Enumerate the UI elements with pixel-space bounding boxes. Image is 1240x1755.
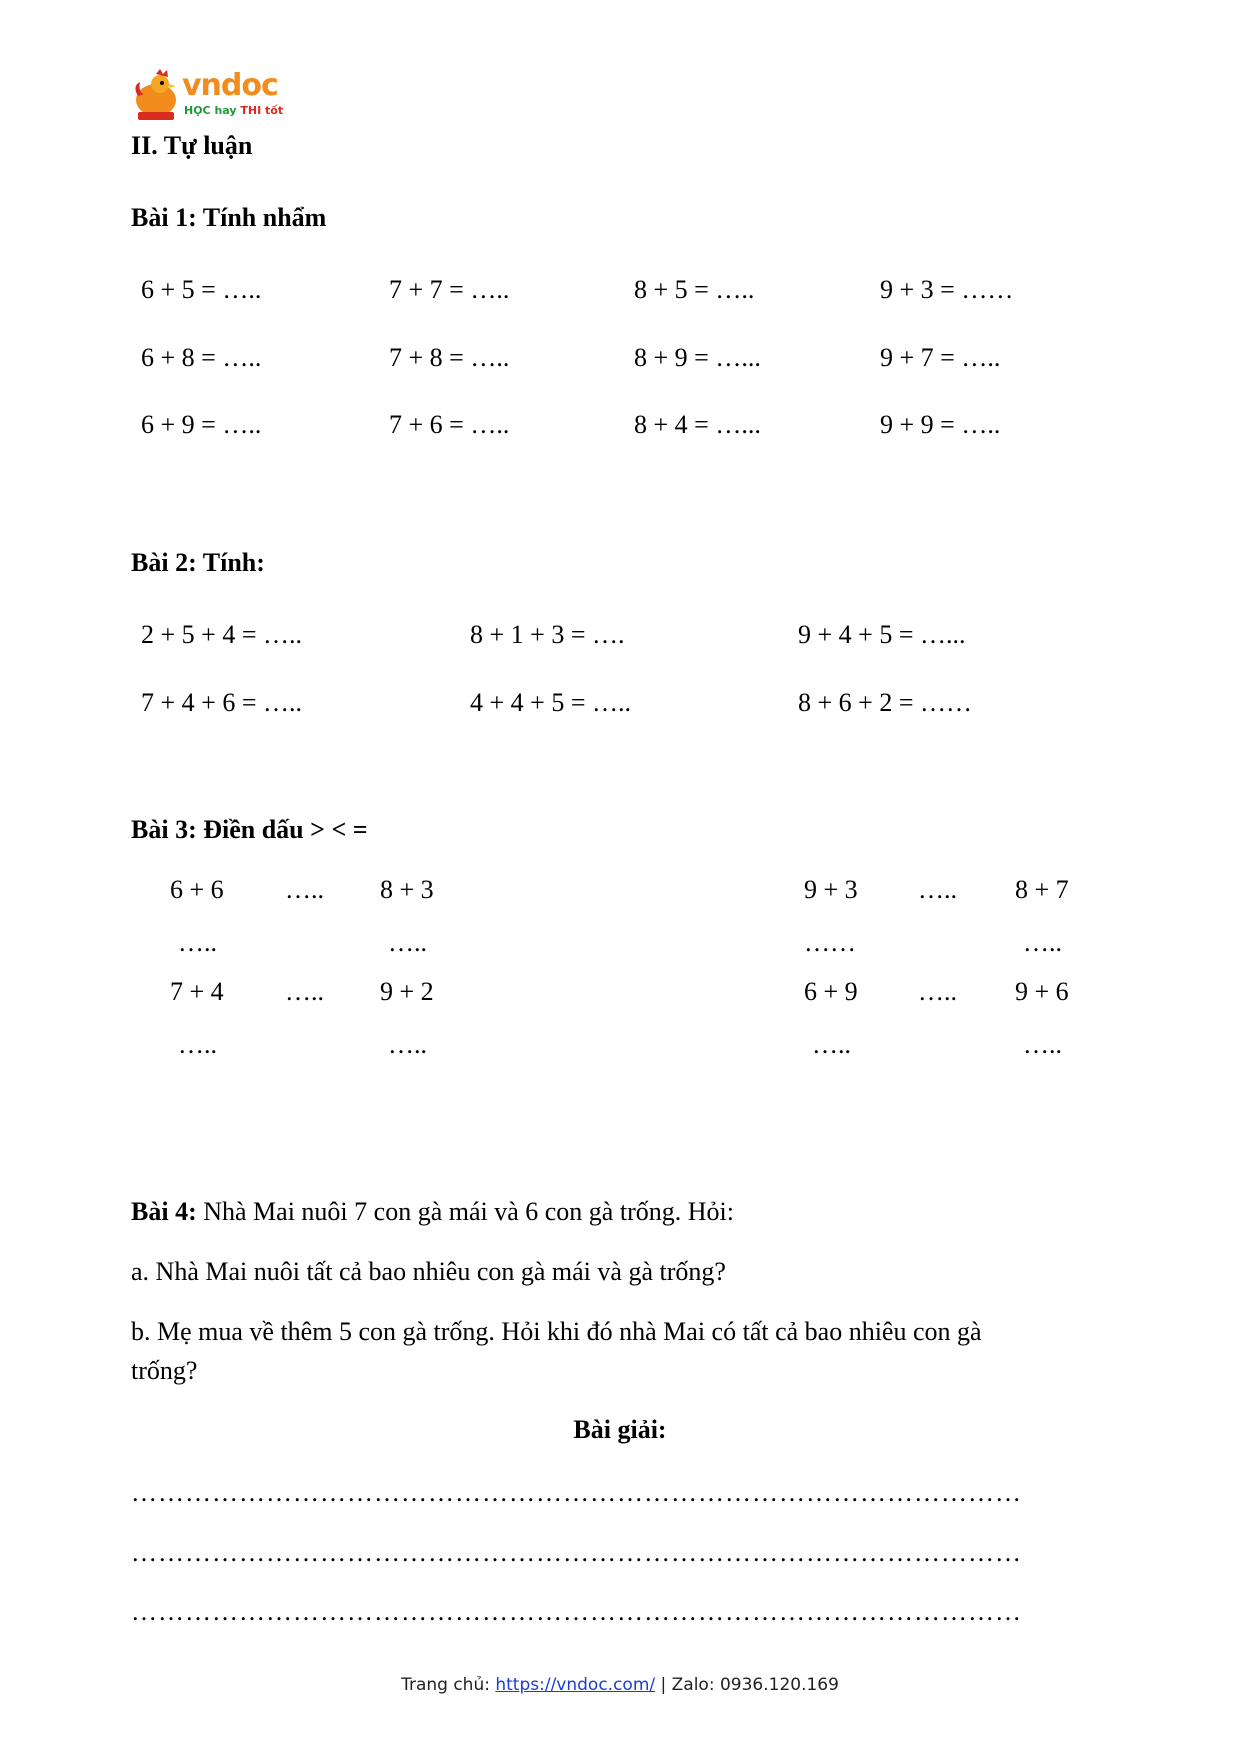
bai2-expr: 8 + 1 + 3 = …. [470, 620, 625, 649]
bai1-expr: 7 + 7 = ….. [389, 275, 510, 304]
bai1-expr: 6 + 8 = ….. [141, 343, 262, 372]
bai3-blank: ….. [388, 1030, 427, 1059]
rooster-mascot-icon [130, 68, 182, 124]
bai1-expr: 8 + 5 = ….. [634, 275, 755, 304]
footer-zalo: | Zalo: 0936.120.169 [655, 1675, 839, 1695]
homepage-link[interactable]: https://vndoc.com/ [495, 1675, 656, 1695]
bai3-expr: 9 + 2 [380, 977, 434, 1006]
bai3-title: Bài 3: Điền dấu > < = [131, 815, 368, 844]
bai3-expr: 7 + 4 [170, 977, 224, 1006]
page-footer [0, 1675, 1240, 1695]
bai4-question: Bài 4: Nhà Mai nuôi 7 con gà mái và 6 con gà trống. Hỏi: [131, 1197, 734, 1226]
bai1-expr: 7 + 6 = ….. [389, 410, 510, 439]
bai3-expr: 9 + 6 [1015, 977, 1069, 1006]
bai2-expr: 7 + 4 + 6 = ….. [141, 688, 302, 717]
bai3-expr: 8 + 3 [380, 875, 434, 904]
bai1-title: Bài 1: Tính nhẩm [131, 203, 327, 232]
bai1-expr: 8 + 9 = …... [634, 343, 761, 372]
bai2-title: Bài 2: Tính: [131, 548, 265, 577]
bai3-expr: 6 + 9 [804, 977, 858, 1006]
bai1-expr: 6 + 9 = ….. [141, 410, 262, 439]
bai2-expr: 8 + 6 + 2 = …… [798, 688, 972, 717]
bai3-blank: ….. [285, 977, 324, 1006]
bai3-blank: ….. [178, 928, 217, 957]
bai3-blank: ….. [812, 1030, 851, 1059]
bai3-blank: ….. [178, 1030, 217, 1059]
bai1-expr: 9 + 7 = ….. [880, 343, 1001, 372]
bai1-expr: 9 + 3 = …… [880, 275, 1014, 304]
bai1-expr: 7 + 8 = ….. [389, 343, 510, 372]
logo-wordmark: vndoc [182, 68, 278, 103]
answer-line: ……………………………………………………………………………………… [131, 1597, 1022, 1626]
answer-line: ……………………………………………………………………………………… [131, 1538, 1022, 1567]
bai3-blank: ….. [1023, 928, 1062, 957]
vndoc-logo [130, 68, 290, 124]
bai3-blank: ….. [918, 977, 957, 1006]
bai3-expr: 6 + 6 [170, 875, 224, 904]
bai1-expr: 8 + 4 = …... [634, 410, 761, 439]
bai3-blank: ….. [285, 875, 324, 904]
bai1-expr: 6 + 5 = ….. [141, 275, 262, 304]
bai4-part-a: a. Nhà Mai nuôi tất cả bao nhiêu con gà mái và gà trống? [131, 1257, 726, 1286]
bai4-part-b-cont: trống? [131, 1356, 198, 1385]
solution-title: Bài giải: [573, 1415, 667, 1444]
answer-line: ……………………………………………………………………………………… [131, 1478, 1022, 1507]
bai3-blank: …… [804, 928, 856, 957]
bai3-blank: ….. [918, 875, 957, 904]
bai3-expr: 9 + 3 [804, 875, 858, 904]
footer-prefix: Trang chủ: [401, 1675, 496, 1695]
bai3-blank: ….. [1023, 1030, 1062, 1059]
bai2-expr: 4 + 4 + 5 = ….. [470, 688, 631, 717]
bai2-expr: 2 + 5 + 4 = ….. [141, 620, 302, 649]
section-title: II. Tự luận [131, 131, 253, 160]
logo-tagline: HỌC hay THI tốt [184, 104, 284, 117]
bai1-expr: 9 + 9 = ….. [880, 410, 1001, 439]
bai4-part-b: b. Mẹ mua về thêm 5 con gà trống. Hỏi khi đó nhà Mai có tất cả bao nhiêu con gà [131, 1317, 982, 1346]
bai3-expr: 8 + 7 [1015, 875, 1069, 904]
bai3-blank: ….. [388, 928, 427, 957]
bai2-expr: 9 + 4 + 5 = …... [798, 620, 966, 649]
